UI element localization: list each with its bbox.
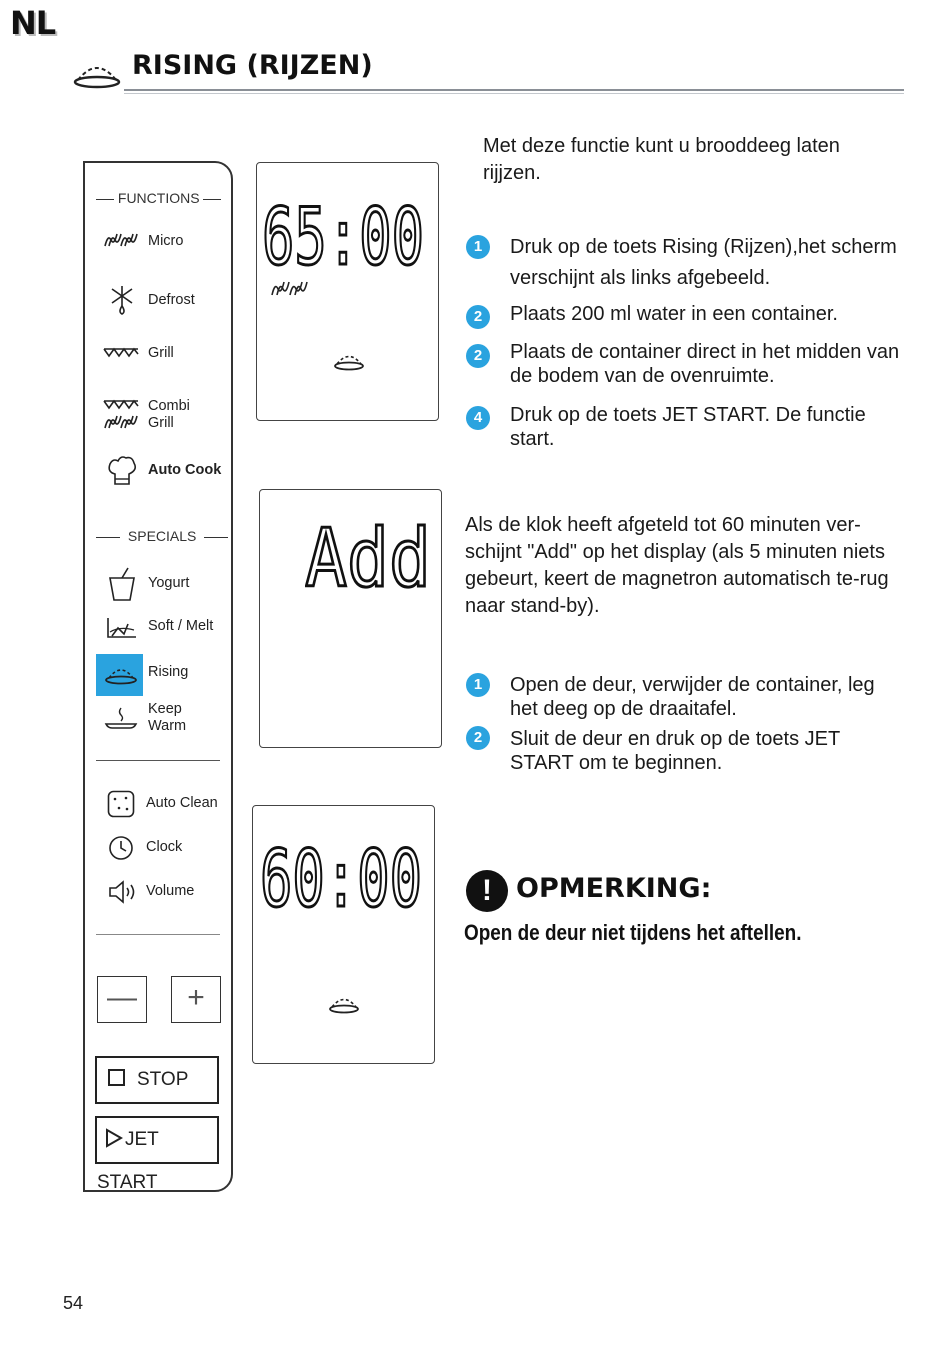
add-explanation: Als de klok heeft afgeteld tot 60 minuten ver-schijnt "Add" op het display (als 5 minuten niets gebeurt, keert de magnetron automatisch te-rug naar stand-by). xyxy=(465,514,889,617)
title-rule-thin xyxy=(124,93,904,94)
functions-heading: FUNCTIONS xyxy=(96,190,221,206)
function-grill[interactable]: Grill xyxy=(148,345,174,361)
step-text: Druk op de toets JET START. De functie start. xyxy=(510,404,866,450)
intro-text: Met deze functie kunt u brooddeeg laten rijjzen. xyxy=(483,135,840,184)
melt-icon xyxy=(106,614,138,640)
function-defrost[interactable]: Defrost xyxy=(148,292,195,308)
specials-heading: SPECIALS xyxy=(96,528,228,544)
keep-warm-icon xyxy=(104,706,138,732)
step-text: Druk op de toets Rising (Rijzen),het scherm verschijnt als links afgebeeld. xyxy=(510,236,897,289)
yogurt-cup-icon xyxy=(108,566,136,602)
special-soft-melt[interactable]: Soft / Melt xyxy=(148,618,214,634)
svg-text:60:00: 60:00 xyxy=(260,842,422,912)
grill-icon xyxy=(103,346,139,358)
warning-icon: ! xyxy=(466,870,508,912)
combi-grill-icon xyxy=(103,398,139,430)
snowflake-drop-icon xyxy=(107,284,137,316)
page-number: 54 xyxy=(63,1293,84,1313)
svg-text:65:00: 65:00 xyxy=(262,200,424,270)
function-auto-cook[interactable]: Auto Cook xyxy=(148,462,222,478)
title-rule xyxy=(124,89,904,91)
lcd-text-add xyxy=(305,520,435,592)
page-title: RISING (RIJZEN) xyxy=(132,50,373,81)
chef-hat-icon xyxy=(106,454,138,488)
microwave-waves-icon xyxy=(270,278,310,298)
special-rising[interactable]: Rising xyxy=(148,664,189,680)
panel-divider-2 xyxy=(96,934,220,935)
language-tag: NL xyxy=(10,4,56,42)
minus-button[interactable]: — xyxy=(97,976,147,1023)
rising-dome-icon xyxy=(72,56,122,90)
speaker-icon xyxy=(108,879,140,905)
step-number: 1 xyxy=(466,673,490,697)
note-text: Open de deur niet tijdens het aftellen. xyxy=(464,920,802,945)
step-number: 2 xyxy=(466,305,490,329)
step-number: 2 xyxy=(466,344,490,368)
special-yogurt[interactable]: Yogurt xyxy=(148,575,190,591)
step-text: Plaats de container direct in het midden van de bodem van de ovenruimte. xyxy=(510,341,900,387)
svg-text:Add: Add xyxy=(305,520,431,592)
step-number: 2 xyxy=(466,726,490,750)
play-triangle-icon xyxy=(105,1128,123,1148)
plus-button[interactable]: + xyxy=(171,976,221,1023)
lcd-time-60-00 xyxy=(260,842,425,912)
utility-auto-clean[interactable]: Auto Clean xyxy=(146,795,218,811)
rising-dome-icon xyxy=(104,662,138,686)
function-micro[interactable]: Micro xyxy=(148,233,184,249)
special-keep-warm[interactable]: Keep Warm xyxy=(148,701,187,734)
step-number: 1 xyxy=(466,235,490,259)
sparkle-box-icon xyxy=(107,790,135,818)
utility-volume[interactable]: Volume xyxy=(146,883,195,899)
lcd-time-65-00 xyxy=(262,200,427,270)
utility-clock[interactable]: Clock xyxy=(146,839,183,855)
rising-dome-icon xyxy=(333,349,365,373)
rising-dome-icon xyxy=(328,992,360,1016)
step-text: Plaats 200 ml water in een container. xyxy=(510,303,838,325)
stop-button[interactable]: STOP xyxy=(95,1056,219,1104)
stop-square-icon xyxy=(108,1069,125,1086)
jet-start-button[interactable]: JET START xyxy=(95,1116,219,1164)
step-text: Open de deur, verwijder de container, leg het deeg op de draaitafel. xyxy=(510,674,875,720)
note-title: OPMERKING: xyxy=(516,873,712,904)
clock-icon xyxy=(108,835,134,861)
step-text: Sluit de deur en druk op de toets JET START om te beginnen. xyxy=(510,728,840,774)
step-number: 4 xyxy=(466,406,490,430)
microwave-waves-icon xyxy=(103,230,139,250)
function-combi-grill[interactable]: Combi Grill xyxy=(148,398,190,431)
panel-divider xyxy=(96,760,220,761)
